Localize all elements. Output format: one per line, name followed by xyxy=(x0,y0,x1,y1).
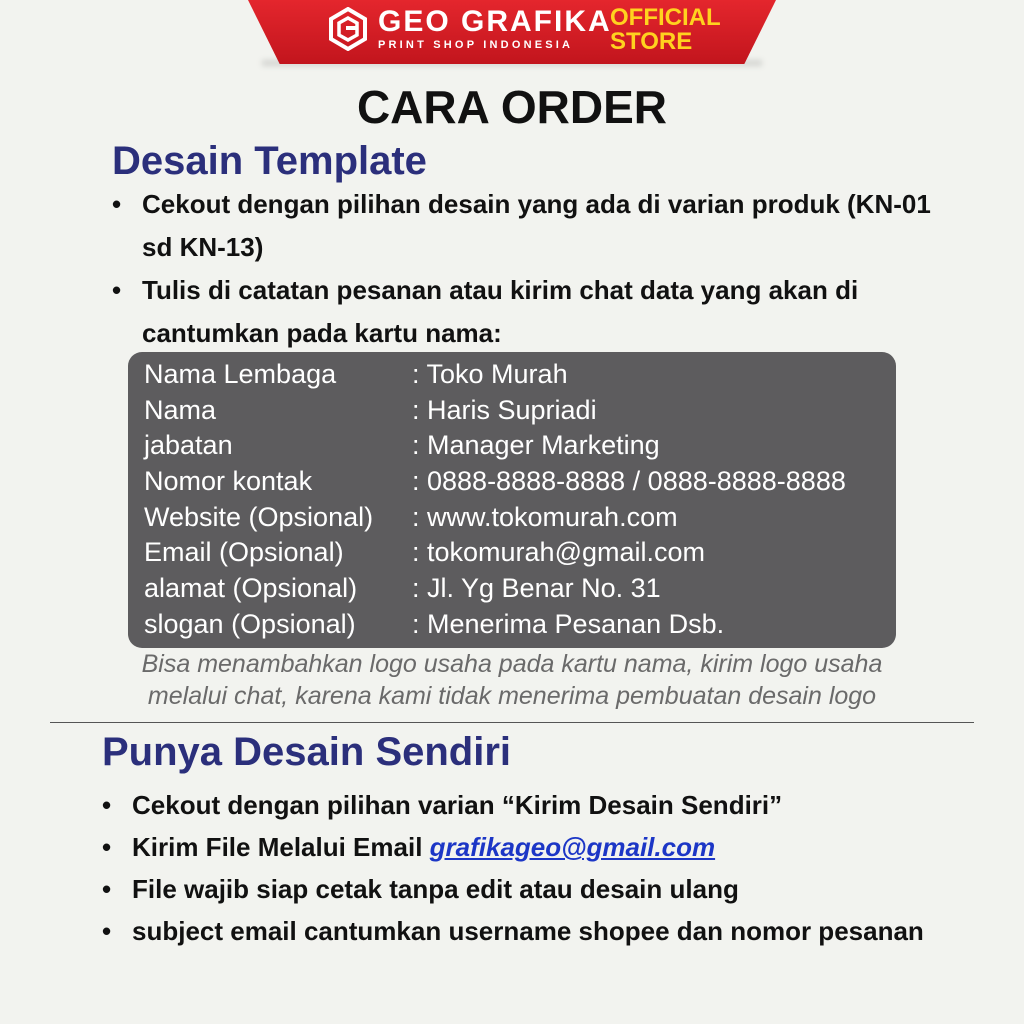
info-label: Email (Opsional) xyxy=(144,537,344,567)
info-label: jabatan xyxy=(144,430,233,460)
send-file-text: Kirim File Melalui Email xyxy=(132,832,430,862)
logo-note xyxy=(0,648,1024,712)
info-value: : Toko Murah xyxy=(412,359,568,389)
step-checkout-own-design: • Cekout dengan pilihan varian “Kirim Desain Sendiri” xyxy=(102,784,960,826)
info-label: alamat (Opsional) xyxy=(144,573,358,603)
step-write-notes: • Tulis di catatan pesanan atau kirim chat data yang akan di cantumkan pada kartu nama: xyxy=(112,269,942,355)
info-row xyxy=(144,427,894,463)
logo-note-line: melalui chat, karena kami tidak menerima pembuatan desain logo xyxy=(147,682,877,710)
info-label: Nama Lembaga xyxy=(144,359,337,389)
desain-template-steps xyxy=(112,183,942,355)
info-label: slogan (Opsional) xyxy=(144,609,356,639)
info-row xyxy=(144,356,894,392)
step-send-file xyxy=(102,826,960,868)
info-value: : 0888-8888-8888 / 0888-8888-8888 xyxy=(412,466,846,496)
info-label: Website (Opsional) xyxy=(144,502,374,532)
info-value: : Haris Supriadi xyxy=(412,395,597,425)
section-divider xyxy=(50,722,974,723)
email-link[interactable]: grafikageo@gmail.com xyxy=(429,832,716,862)
brand-name: GEO GRAFIKA xyxy=(378,5,612,38)
info-row xyxy=(144,534,894,570)
official-store-badge xyxy=(610,6,721,54)
info-row xyxy=(144,463,894,499)
geo-grafika-logo-icon xyxy=(326,7,370,51)
section-title-punya-desain-sendiri: Punya Desain Sendiri xyxy=(102,730,512,774)
info-label: Nomor kontak xyxy=(144,466,313,496)
info-row xyxy=(144,606,894,642)
info-value: : Manager Marketing xyxy=(412,430,660,460)
info-value: : www.tokomurah.com xyxy=(412,502,678,532)
info-row xyxy=(144,499,894,535)
info-label: Nama xyxy=(144,395,217,425)
logo-note-line: Bisa menambahkan logo usaha pada kartu nama, kirim logo usaha xyxy=(141,650,883,678)
business-card-data-example xyxy=(128,352,896,648)
info-value: : tokomurah@gmail.com xyxy=(412,537,706,567)
info-value: : Menerima Pesanan Dsb. xyxy=(412,609,725,639)
section-title-desain-template: Desain Template xyxy=(112,139,427,183)
info-row xyxy=(144,392,894,428)
badge-line-store: STORE xyxy=(610,28,693,55)
brand-tagline: PRINT SHOP INDONESIA xyxy=(378,39,574,51)
step-print-ready: • File wajib siap cetak tanpa edit atau desain ulang xyxy=(102,868,960,910)
info-row xyxy=(144,570,894,606)
step-email-subject: • subject email cantumkan username shopee dan nomor pesanan xyxy=(102,910,960,952)
page-title: CARA ORDER xyxy=(356,81,668,133)
own-design-steps xyxy=(102,784,960,952)
step-checkout-template: • Cekout dengan pilihan desain yang ada di varian produk (KN-01 sd KN-13) xyxy=(112,183,942,269)
info-value: : Jl. Yg Benar No. 31 xyxy=(412,573,661,603)
badge-line-official: OFFICIAL xyxy=(610,4,721,31)
